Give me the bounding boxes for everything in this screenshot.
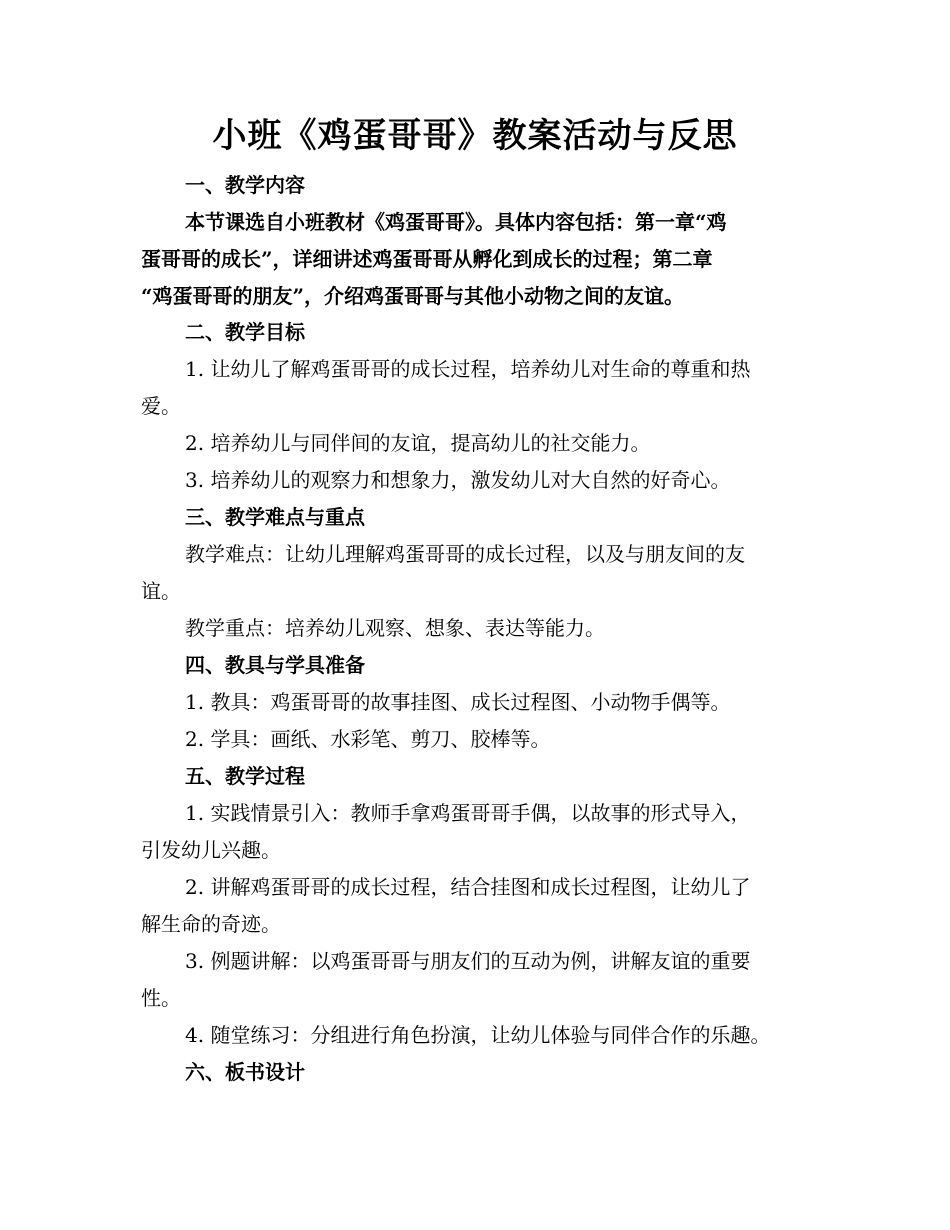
list-item: 2. 讲解鸡蛋哥哥的成长过程，结合挂图和成长过程图，让幼儿了: [185, 875, 751, 899]
list-item: 1. 实践情景引入：教师手拿鸡蛋哥哥手偶，以故事的形式导入，: [185, 801, 751, 825]
paragraph-line: 蛋哥哥的成长”，详细讲述鸡蛋哥哥从孵化到成长的过程；第二章: [141, 247, 713, 271]
section-heading-process: 五、教学过程: [185, 764, 305, 788]
section-heading-board: 六、板书设计: [185, 1060, 305, 1084]
paragraph-line: 谊。: [141, 579, 181, 603]
paragraph-line: 教学难点：让幼儿理解鸡蛋哥哥的成长过程，以及与朋友间的友: [185, 542, 745, 566]
list-item-continuation: 解生命的奇迹。: [141, 912, 281, 936]
paragraph-line: 教学重点：培养幼儿观察、想象、表达等能力。: [185, 616, 605, 640]
section-heading-goals: 二、教学目标: [185, 320, 305, 344]
section-heading-materials: 四、教具与学具准备: [185, 653, 365, 677]
list-item: 4. 随堂练习：分组进行角色扮演，让幼儿体验与同伴合作的乐趣。: [185, 1023, 771, 1047]
list-item: 3. 培养幼儿的观察力和想象力，激发幼儿对大自然的好奇心。: [185, 468, 731, 492]
list-item: 2. 学具：画纸、水彩笔、剪刀、胶棒等。: [185, 727, 551, 751]
paragraph-line: “鸡蛋哥哥的朋友”，介绍鸡蛋哥哥与其他小动物之间的友谊。: [141, 284, 685, 308]
list-item-continuation: 爱。: [141, 394, 181, 418]
page-title: 小班《鸡蛋哥哥》教案活动与反思: [212, 116, 738, 156]
list-item-continuation: 引发幼儿兴趣。: [141, 838, 281, 862]
list-item: 3. 例题讲解：以鸡蛋哥哥与朋友们的互动为例，讲解友谊的重要: [185, 949, 751, 973]
paragraph-line: 本节课选自小班教材《鸡蛋哥哥》。具体内容包括：第一章“鸡: [185, 210, 727, 234]
list-item: 2. 培养幼儿与同伴间的友谊，提高幼儿的社交能力。: [185, 431, 651, 455]
section-heading-content: 一、教学内容: [185, 173, 305, 197]
list-item: 1. 教具：鸡蛋哥哥的故事挂图、成长过程图、小动物手偶等。: [185, 690, 731, 714]
list-item: 1. 让幼儿了解鸡蛋哥哥的成长过程，培养幼儿对生命的尊重和热: [185, 357, 751, 381]
list-item-continuation: 性。: [141, 986, 181, 1010]
section-heading-difficulties: 三、教学难点与重点: [185, 505, 365, 529]
